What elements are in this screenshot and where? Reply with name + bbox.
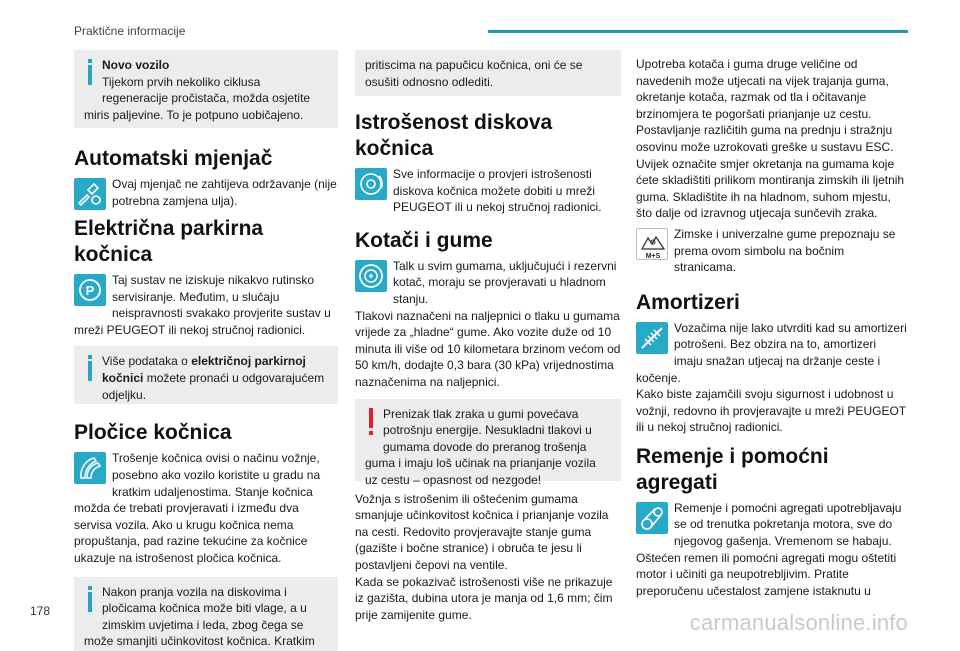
- wheels-text-1: Talk u svim gumama, uključujući i rezervni kotač, moraju se provjeravati u hladnom stanju.: [393, 258, 617, 306]
- column-left: [74, 50, 338, 651]
- belt-pulley-icon: [636, 502, 668, 534]
- parking-text: Taj sustav ne iziskuje nikakvo rutinsko servisiranje. Međutim, u slučaju neispravnosti svakako provjerite sustav u mreži PEUGEOT ili nekoj stručnoj radionici.: [74, 273, 331, 337]
- info-note-new-vehicle: [74, 50, 338, 128]
- wheels-text-2: Tlakovi naznačeni na naljepnici o tlaku u gumama vrijede za „hladne“ gume. Ako vozite duže od 10 minuta ili više od 10 kilometara brzinom većom od 50 km/h, dodajte 0,3 bara (30 kPa) vrijednostima naznačenima na naljepnici.: [355, 308, 621, 389]
- brake-disc-icon: [355, 168, 387, 200]
- warning-text: Prenizak tlak zraka u gumi povećava potrošnju energije. Nesukladni tlakovi u gumama dovode do preranog trošenja guma i imaju loš učinak na prianjanje vozila uz cestu – opasnost od nezgode!: [365, 406, 596, 487]
- shocks-text-1: Vozačima nije lako utvrditi kad su amortizeri potrošeni. Bez obzira na to, amortizeri imaju snažan utjecaj na držanje ceste i kočenje.: [636, 320, 907, 385]
- column-middle: [355, 50, 621, 623]
- header-accent-bar: [488, 30, 908, 33]
- svg-text:P: P: [85, 283, 95, 298]
- tyre-sizes-text: Upotreba kotača i guma druge veličine od navedenih može utjecati na vijek trajanja guma, okretanje kotača, razmak od tla i očitavanje brzinomjera te pogoršati prianjanje uz cestu. Postavljanje različitih guma na prednju i stražnju osovinu može uzrokovati greške u sustavu ESC. Uvijek označite smjer okretanja na gumama koje ćete skladištiti prilikom montiranja zimskih ili ljetnih guma. Skladištite ih na hladnom, suhom mjestu, što dalje od izravnog utjecaja sunčevih zraka.: [636, 57, 905, 221]
- warning-note-tyre-pressure: [355, 399, 621, 487]
- note-text: Tijekom prvih nekoliko ciklusa regeneracije pročistača, možda osjetite miris paljevine. To je potpuno uobičajeno.: [84, 74, 311, 122]
- note-text-bold: električnoj parkirnoj kočnici: [102, 354, 306, 385]
- heading-parking-brake: Električna parkirna kočnica: [74, 217, 264, 266]
- belts-text-1: Remenje i pomoćni agregati upotrebljavaju se od trenutka pokretanja motora, sve do njegovog gašenja. Vremenom se habaju.: [674, 500, 902, 549]
- watermark: carmanualsonline.info: [689, 610, 908, 635]
- page-number: 178: [30, 604, 51, 618]
- note-text-pre: Više podataka o: [102, 354, 192, 369]
- discs-text: Sve informacije o provjeri istrošenosti diskova kočnica možete dobiti u mreži PEUGEOT ili u nekoj stručnoj radionici.: [393, 167, 602, 215]
- heading-automatic-gearbox: Automatski mjenjač: [74, 147, 273, 170]
- worn-tyres-text-2: Kada se pokazivač istrošenosti više ne prikazuje iz gazišta, dubina utora je manja od 1,6 mm; čim prije zamijenite gume.: [355, 574, 613, 622]
- winter-tyre-icon: [636, 228, 668, 260]
- info-note-continued: [355, 50, 621, 96]
- heading-brake-pads: Pločice kočnica: [74, 421, 232, 445]
- worn-tyres-text-1: Vožnja s istrošenim ili oštećenim gumama smanjuje učinkovitost kočnica i prianjanje vozila na cesti. Redovito provjeravajte stanje guma (gazište i bočne stranice) i obruča te jesu li postavljeni čepovi na ventile.: [355, 491, 609, 572]
- info-note-brakes-after-wash: [74, 577, 338, 651]
- running-header: Praktične informacije: [74, 24, 186, 38]
- column-right: [636, 50, 908, 599]
- heading-belts-accessories: Remenje i pomoćni agregati: [636, 444, 829, 494]
- automatic-text: Ovaj mjenjač ne zahtijeva održavanje (nije potrebna zamjena ulja).: [112, 177, 337, 208]
- heading-brake-discs: Istrošenost diskova kočnica: [355, 111, 553, 160]
- belts-text-2: Oštećen remen ili pomoćni agregati mogu oštetiti motor i učiniti ga neupotrebljivim. Pratite preporučenu učestalost zamjene istaknutu u: [636, 550, 897, 598]
- brake-pads-icon: [74, 452, 106, 484]
- pads-text: Trošenje kočnica ovisi o načinu vožnje, posebno ako vozilo koristite u gradu na kratkim udaljenostima. Stanje kočnica možda će trebati provjeravati i između dva servisa vozila. Ako u krugu kočnica nema propuštanja, pad razine tekućine za kočnice ukazuje na istrošenost pločica kočnica.: [74, 451, 321, 565]
- heading-wheels-tyres: Kotači i gume: [355, 228, 493, 252]
- tyre-icon: [355, 260, 387, 292]
- gearbox-icon: [74, 178, 106, 210]
- note-text: pritiscima na papučicu kočnica, oni će se osušiti odnosno odlediti.: [365, 58, 583, 89]
- parking-brake-icon: [74, 274, 106, 306]
- note-text-post: možete pronaći u odgovarajućem odjeljku.: [102, 370, 325, 402]
- shocks-text-2: Kako biste zajamčili svoju sigurnost i udobnost u vožnji, redovno ih provjeravajte u mreži PEUGEOT ili u nekoj stručnoj radionici.: [636, 387, 906, 435]
- note-title: Novo vozilo: [102, 58, 170, 72]
- note-text: Nakon pranja vozila na diskovima i pločicama kočnica može biti vlage, a u zimskim uvjetima i leda, zbog čega se može smanjiti učinkovitost kočnica. Kratkim: [84, 584, 315, 649]
- heading-shock-absorbers: Amortizeri: [636, 290, 740, 314]
- winter-tyre-text: Zimske i univerzalne gume prepoznaju se prema ovom simbolu na bočnim stranicama.: [674, 226, 896, 275]
- ms-badge-text: M+S: [645, 252, 661, 260]
- info-note-parking-brake: [74, 346, 338, 404]
- shock-absorber-icon: [636, 322, 668, 354]
